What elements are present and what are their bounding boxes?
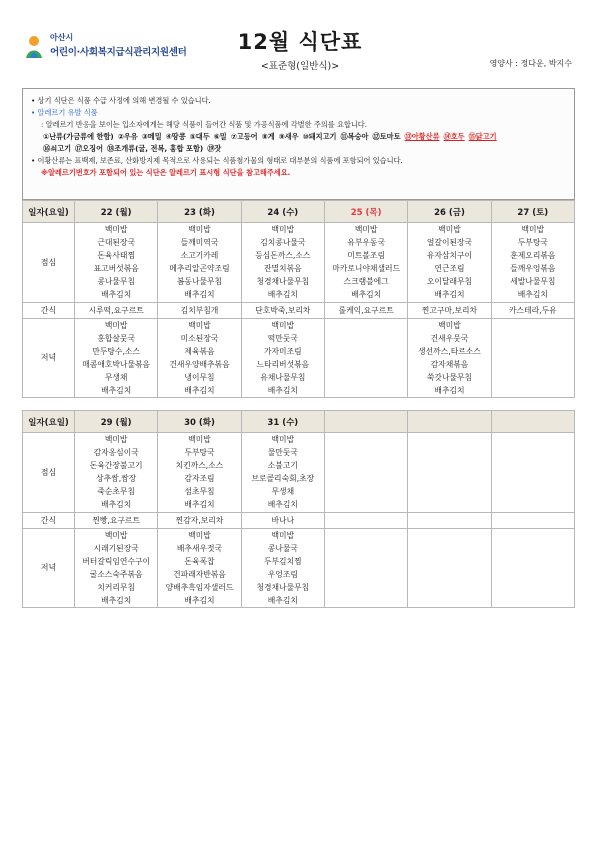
week1-lunch-day2: [158, 223, 241, 303]
menu-item: 미트볼조림: [347, 251, 385, 261]
menu-item: 매콤애호박나물볶음: [82, 359, 151, 369]
menu-item: [408, 568, 490, 581]
menu-item: 만두탕수,소스: [92, 346, 140, 356]
menu-item: [492, 358, 574, 371]
menu-item: 죽순초무침: [97, 487, 135, 497]
week2-dinner-day4: [324, 528, 407, 608]
menu-item: 버터갈릭임연수구이: [82, 556, 151, 566]
menu-item: 배추김치: [351, 290, 382, 300]
menu-item: 백미밥: [188, 435, 211, 444]
menu-item: [492, 332, 574, 345]
menu-item: 백미밥: [271, 530, 295, 540]
menu-item: [325, 358, 407, 371]
menu-item: 소고기카레: [180, 251, 219, 261]
nutritionist-credit: 영양사 : 정다운, 박지수: [489, 59, 572, 68]
week1-snack-day1: 시루떡,요구르트: [75, 302, 158, 318]
dinner-label: 저녁: [23, 318, 75, 398]
week2-snack-day5: [408, 512, 491, 528]
menu-item: 백미밥: [188, 320, 211, 330]
week1-lunch-day5: [408, 223, 491, 303]
allergen-item-highlight: ⑭호두: [443, 132, 465, 141]
menu-item: 배추김치: [101, 500, 132, 510]
week1-snack-day4: 롤케익,요구르트: [324, 302, 407, 318]
week1-snack-day3: 단호박죽,보리차: [241, 302, 324, 318]
menu-item: [492, 555, 574, 568]
menu-item: [325, 371, 407, 384]
allergen-item: ⑱조개류(굴, 전복, 홍합 포함): [107, 144, 204, 153]
menu-item: 잔멸치볶음: [263, 264, 302, 274]
menu-item: 배추김치: [434, 386, 465, 396]
menu-item: 제육볶음: [184, 346, 215, 356]
menu-item: [492, 319, 574, 332]
menu-item: 청경채나물무침: [256, 277, 310, 287]
menu-item: [325, 384, 407, 397]
week1-day-2: 23 (화): [158, 201, 241, 223]
notice-line-allergen-title: • 알레르기 유발 식품: [31, 108, 98, 117]
week1-snack-day5: 찐고구마,보리차: [408, 302, 491, 318]
menu-item: 물만둣국: [267, 448, 298, 458]
week2-snack-row: [23, 512, 575, 528]
allergen-item: ⑨새우: [278, 132, 299, 141]
week2-snack-day6: [491, 512, 574, 528]
allergen-item: ①난류(가금류에 한함): [43, 132, 114, 141]
menu-item: 냉이무침: [184, 372, 215, 382]
menu-item: 치커리무침: [97, 582, 135, 592]
menu-item: 유부우동국: [347, 238, 385, 248]
week2-snack-day2: 찐감자,보리차: [158, 512, 241, 528]
menu-item: 백미밥: [104, 435, 128, 444]
menu-item: 브로콜리숙회,초장: [251, 474, 315, 484]
week2-dinner-day6: [491, 528, 574, 608]
menu-item: [408, 542, 490, 555]
menu-item: 백미밥: [188, 225, 211, 234]
date-header-label: 일자(요일): [23, 411, 75, 433]
week2-dinner-day1: [75, 528, 158, 608]
menu-item: 감자옹심이국: [93, 448, 139, 458]
snack-label: 간식: [23, 302, 75, 318]
menu-item: [492, 542, 574, 555]
menu-item: [492, 485, 574, 498]
week1-dinner-day3: [241, 318, 324, 398]
week1-day-6: 27 (토): [491, 201, 574, 223]
menu-item: 섬초무침: [184, 487, 215, 497]
menu-item: 건새우뭇국: [430, 333, 469, 343]
allergen-item: ⑪복숭아: [340, 132, 369, 141]
notice-allergen-title: 알레르기 유발 식품: [37, 108, 98, 117]
menu-item: 백미밥: [438, 320, 461, 330]
week1-snack-row: [23, 302, 575, 318]
week2-lunch-day4: [324, 433, 407, 513]
menu-item: 세발나물무침: [510, 277, 556, 287]
menu-item: 김치콩나물국: [260, 238, 306, 248]
menu-item: 백미밥: [521, 225, 545, 234]
menu-item: 메추리알곤약조림: [169, 264, 230, 274]
menu-item: 훈제오리볶음: [510, 251, 556, 261]
date-header-label: 일자(요일): [23, 201, 75, 223]
menu-item: 백미밥: [188, 530, 211, 540]
menu-item: [492, 371, 574, 384]
menu-item: 백미밥: [354, 225, 378, 234]
week1-date-row: [23, 201, 575, 223]
menu-item: [325, 542, 407, 555]
menu-item: 콩나물국: [267, 543, 298, 553]
menu-item: [325, 472, 407, 485]
logo-center-name: 어린이·사회복지급식관리지원센터: [50, 47, 187, 58]
menu-item: 시래기된장국: [93, 543, 139, 553]
notice-line-sulfite: • 이황산류는 표백제, 보존료, 산화방지제 목적으로 사용되는 식품첨가물의 형태로 대부분의 식품에 포함되어 있습니다.: [31, 156, 403, 165]
allergen-item: ⑩돼지고기: [302, 132, 337, 141]
week2-day-3: 31 (수): [241, 411, 324, 433]
menu-item: 배추김치: [267, 596, 298, 606]
menu-item: 굴소스숙주볶음: [89, 569, 143, 579]
notice-change-text: 상기 식단은 식품 수급 사정에 의해 변경될 수 있습니다.: [37, 96, 211, 105]
menu-item: 얼갈이된장국: [426, 238, 473, 248]
week2-day-5: [408, 411, 491, 433]
week1-dinner-day2: [158, 318, 241, 398]
menu-item: [325, 446, 407, 459]
week1-day-1: 22 (월): [75, 201, 158, 223]
menu-item: [325, 433, 407, 446]
menu-item: 봄동나물무침: [176, 277, 223, 287]
allergen-item: ⑰오징어: [75, 144, 104, 153]
allergen-item: ⑧게: [261, 132, 275, 141]
menu-item: 느타리버섯볶음: [256, 359, 310, 369]
menu-item: 들깨미역국: [180, 238, 219, 248]
menu-item: [408, 594, 490, 607]
menu-item: [492, 433, 574, 446]
notice-line-change: • 상기 식단은 식품 수급 사정에 의해 변경될 수 있습니다.: [31, 96, 211, 105]
menu-item: 배추김치: [267, 290, 298, 300]
logo-city-text: 아산시: [50, 33, 74, 42]
menu-table-week2: [22, 410, 575, 608]
menu-item: 배추김치: [267, 500, 298, 510]
menu-item: [408, 555, 490, 568]
menu-item: 떡만둣국: [267, 333, 298, 343]
menu-item: 양배추흑임자샐러드: [165, 582, 234, 592]
menu-item: [492, 498, 574, 511]
notice-box: [22, 88, 575, 200]
week2-day-6: [491, 411, 574, 433]
menu-item: [492, 529, 574, 542]
menu-item: 백미밥: [271, 320, 295, 330]
menu-item: [492, 345, 574, 358]
menu-item: [492, 568, 574, 581]
week2-lunch-day1: [75, 433, 158, 513]
week1-dinner-row: [23, 318, 575, 398]
allergen-list-row2: [31, 143, 566, 155]
menu-item: 미소된장국: [180, 333, 219, 343]
menu-item: 스크램블에그: [343, 277, 389, 287]
menu-item: 돈육폭찹: [184, 556, 215, 566]
allergen-item-highlight: ⑬아황산류: [404, 132, 440, 141]
notice-allergen-reference: ※알레르기번호가 포함되어 있는 식단은 알레르기 표시형 식단을 참고해주세요.: [41, 168, 291, 177]
menu-item: 배추김치: [184, 290, 215, 300]
menu-item: 연근조림: [434, 264, 465, 274]
week1-dinner-day4: [324, 318, 407, 398]
week2-lunch-day5: [408, 433, 491, 513]
week2-lunch-day3: [241, 433, 324, 513]
lunch-label: 점심: [23, 223, 75, 303]
allergen-item: ⑦고등어: [230, 132, 258, 141]
menu-item: 등심돈까스,소스: [255, 251, 311, 261]
menu-item: [408, 498, 490, 511]
menu-item: 마카로니야채샐러드: [332, 264, 401, 274]
week2-snack-day3: 바나나: [241, 512, 324, 528]
allergen-item: ⑯쇠고기: [43, 144, 72, 153]
week1-snack-day6: 카스테라,두유: [491, 302, 574, 318]
page-subtitle: <표준형(일반식)>: [260, 61, 340, 72]
week2-day-4: [324, 411, 407, 433]
menu-item: [408, 529, 490, 542]
menu-item: [325, 581, 407, 594]
menu-item: [492, 594, 574, 607]
menu-item: 무생채: [271, 487, 295, 497]
menu-item: [325, 319, 407, 332]
menu-item: 홍합살뭇국: [97, 333, 135, 343]
week2-lunch-day2: [158, 433, 241, 513]
menu-item: [408, 459, 490, 472]
menu-item: 두부탕국: [517, 238, 548, 248]
lunch-label: 점심: [23, 433, 75, 513]
week1-day-3: 24 (수): [241, 201, 324, 223]
menu-item: [325, 498, 407, 511]
menu-item: 배추김치: [517, 290, 548, 300]
menu-item: [408, 433, 490, 446]
page-title: 12월 식단표: [237, 30, 363, 54]
allergen-item: ⑫토마토: [372, 132, 401, 141]
menu-item: [325, 529, 407, 542]
menu-item: 생선까스,타르소스: [418, 346, 481, 356]
menu-item: 백미밥: [104, 225, 128, 234]
menu-item: 우엉조림: [267, 569, 298, 579]
menu-item: 백미밥: [104, 530, 128, 540]
menu-item: [325, 459, 407, 472]
menu-item: 유채나물무침: [260, 372, 306, 382]
week1-day-5: 26 (금): [408, 201, 491, 223]
dinner-label: 저녁: [23, 528, 75, 608]
menu-item: 두부김치찜: [263, 556, 302, 566]
week2-dinner-day2: [158, 528, 241, 608]
menu-item: [325, 568, 407, 581]
menu-item: 치킨까스,소스: [175, 461, 224, 471]
menu-item: 배추김치: [184, 386, 215, 396]
menu-item: 배추김치: [101, 290, 132, 300]
menu-item: 들깨우엉볶음: [510, 264, 556, 274]
menu-item: 소불고기: [267, 461, 298, 471]
week1-day-4-holiday: 25 (목): [324, 201, 407, 223]
menu-item: 돈육사태찜: [97, 251, 135, 261]
week1-snack-day2: 김치부침개: [158, 302, 241, 318]
menu-item: 배추김치: [184, 500, 215, 510]
week2-lunch-row: [23, 433, 575, 513]
menu-item: 두부탕국: [184, 448, 215, 458]
menu-item: 콩나물무침: [97, 277, 135, 287]
menu-item: 감자채볶음: [430, 359, 469, 369]
allergen-item: ⑥밀: [213, 132, 227, 141]
menu-item: [408, 446, 490, 459]
menu-item: 청경채나물무침: [256, 582, 310, 592]
week1-lunch-row: [23, 223, 575, 303]
allergen-list-row1: [31, 131, 566, 143]
week2-snack-day4: [324, 512, 407, 528]
menu-item: 배추김치: [184, 596, 215, 606]
menu-item: [325, 332, 407, 345]
week2-day-1: 29 (월): [75, 411, 158, 433]
allergen-item: ③메밀: [141, 132, 162, 141]
menu-item: 근대된장국: [97, 238, 135, 248]
menu-item: 건파래자반볶음: [173, 569, 226, 579]
menu-item: [325, 555, 407, 568]
menu-item: 백미밥: [271, 435, 295, 444]
menu-item: 건새우양배추볶음: [169, 359, 230, 369]
menu-item: [408, 485, 490, 498]
menu-item: 오이달래무침: [426, 277, 473, 287]
menu-item: 감자조림: [184, 474, 215, 484]
menu-item: 돈육간장불고기: [89, 461, 143, 471]
menu-table-week1: [22, 200, 575, 398]
week2-snack-day1: 찐빵,요구르트: [75, 512, 158, 528]
allergen-item: ⑤대두: [189, 132, 210, 141]
menu-item: [492, 581, 574, 594]
week2-dinner-day3: [241, 528, 324, 608]
week1-lunch-day1: [75, 223, 158, 303]
allergen-item-highlight: ⑮닭고기: [468, 132, 497, 141]
week2-day-2: 30 (화): [158, 411, 241, 433]
menu-item: 표고버섯볶음: [93, 264, 139, 274]
menu-item: 무생채: [104, 372, 128, 382]
menu-item: [325, 485, 407, 498]
menu-item: 배추김치: [267, 386, 298, 396]
allergen-item: ⑲잣: [207, 144, 222, 153]
week1-lunch-day6: [491, 223, 574, 303]
week1-dinner-day1: [75, 318, 158, 398]
menu-item: [408, 472, 490, 485]
menu-item: 백미밥: [104, 320, 128, 330]
menu-item: [492, 472, 574, 485]
menu-item: 배추김치: [434, 290, 465, 300]
menu-item: [325, 345, 407, 358]
menu-item: 배추김치: [101, 596, 132, 606]
week2-dinner-day5: [408, 528, 491, 608]
menu-item: 백미밥: [271, 225, 295, 234]
menu-item: 쑥갓나물무침: [426, 372, 473, 382]
week2-date-row: [23, 411, 575, 433]
allergen-item: ④땅콩: [165, 132, 186, 141]
menu-item: 백미밥: [438, 225, 461, 234]
menu-item: 상추쌈,쌈장: [96, 474, 137, 484]
week1-lunch-day4: [324, 223, 407, 303]
menu-item: [492, 446, 574, 459]
snack-label: 간식: [23, 512, 75, 528]
menu-item: 유자삼치구이: [426, 251, 473, 261]
menu-item: [492, 384, 574, 397]
menu-item: 가자미조림: [263, 346, 302, 356]
menu-item: 배추김치: [101, 386, 132, 396]
week2-lunch-day6: [491, 433, 574, 513]
menu-item: [408, 581, 490, 594]
week1-lunch-day3: [241, 223, 324, 303]
week1-dinner-day6: [491, 318, 574, 398]
menu-item: 배추새우젓국: [176, 543, 223, 553]
week2-dinner-row: [23, 528, 575, 608]
notice-allergen-caution: : 알레르기 반응을 보이는 입소자에게는 해당 식품이 들어간 식품 및 가공식품에 각별한 주의를 요합니다.: [41, 120, 368, 129]
allergen-item: ②우유: [117, 132, 138, 141]
week1-dinner-day5: [408, 318, 491, 398]
menu-item: [325, 594, 407, 607]
notice-sulfite-text: 이황산류는 표백제, 보존료, 산화방지제 목적으로 사용되는 식품첨가물의 형태로 대부분의 식품에 포함되어 있습니다.: [37, 156, 403, 165]
menu-item: [492, 459, 574, 472]
